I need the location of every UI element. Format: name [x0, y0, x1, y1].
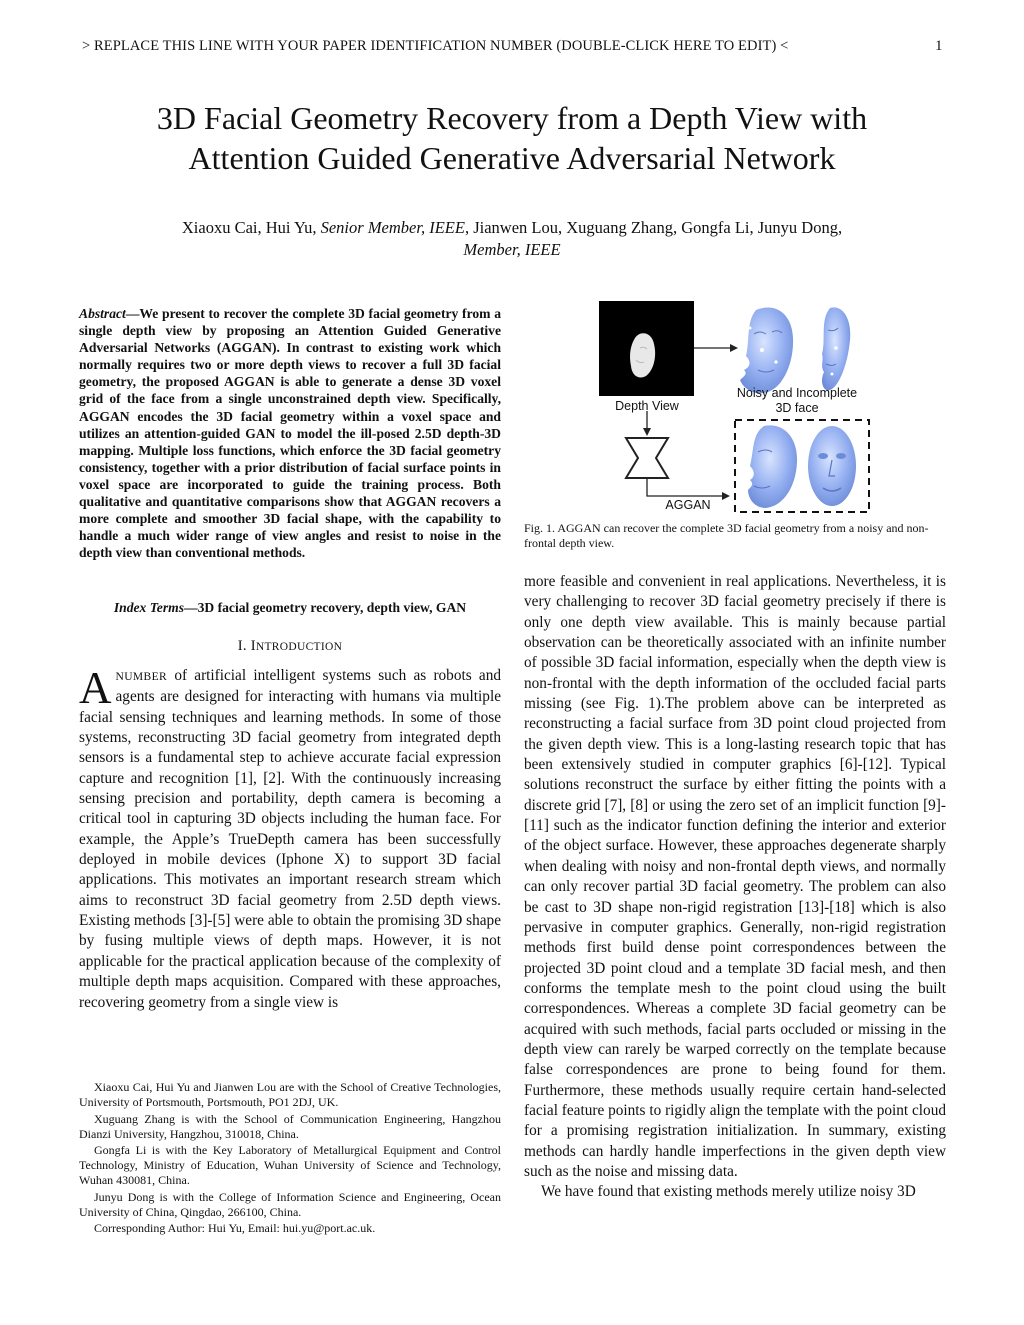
running-header: > REPLACE THIS LINE WITH YOUR PAPER IDENTIFICATION NUMBER (DOUBLE-CLICK HERE TO EDIT) <: [82, 38, 789, 54]
paper-title: [80, 98, 944, 178]
complete-face-front-icon: [808, 426, 856, 506]
authors-names-2: , Jianwen Lou, Xuguang Zhang, Gongfa Li, Junyu Dong,: [464, 218, 843, 237]
figure-1: [540, 300, 940, 515]
title-line-1: 3D Facial Geometry Recovery from a Depth View with: [156, 100, 868, 136]
footnotes: [79, 1080, 501, 1238]
authors-role-1: Senior Member, IEEE: [320, 218, 465, 237]
complete-face-side-icon: [748, 425, 797, 508]
author-list: [80, 217, 944, 261]
footnote: Corresponding Author: Hui Yu, Email: hui.yu@port.ac.uk.: [94, 1221, 376, 1235]
section-rest: NTRODUCTION: [255, 641, 343, 653]
aggan-network-icon: [626, 438, 668, 478]
authors-line-1: [80, 217, 944, 239]
authors-line-2: [80, 239, 944, 261]
index-terms: [79, 600, 501, 616]
footnote: Junyu Dong is with the College of Information Science and Engineering, Ocean University of China, Qingdao, 266100, China.: [79, 1189, 501, 1219]
intro-left-column: [79, 663, 501, 1013]
title-line-2: Attention Guided Generative Adversarial Network: [188, 140, 836, 176]
noisy-face-side-icon: [822, 307, 850, 390]
index-terms-text: —3D facial geometry recovery, depth view, GAN: [183, 600, 467, 615]
abstract-text: —We present to recover the complete 3D facial geometry from a single depth view by proposing an Attention Guided Generative Adversarial Networks (AGGAN). In contrast to existing work which normally requires two or more depth views to recover a full 3D facial geometry, the proposed AGGAN is able to generate a dense 3D voxel grid of the face from a single unconstrained depth view. Specifically, AGGAN encodes the 3D facial geometry within a voxel space and utilizes an attention-guided GAN to model the ill-posed 2.5D depth-3D mapping. Multiple loss functions, which enforce the 3D facial geometry consistency, together with a prior distribution of facial surface points in voxel space are incorporated to guide the training process. Both qualitative and quantitative comparisons show that AGGAN recovers a more complete and smoother 3D facial shape, with the capability to handle a much wider range of view angles and resist to noise in the depth view than conventional methods.: [79, 306, 501, 561]
authors-role-2: Member, IEEE: [463, 240, 561, 259]
section-numeral: I.: [237, 638, 251, 654]
section-first-letter: I: [250, 638, 256, 654]
footnote: Gongfa Li is with the Key Laboratory of Metallurgical Equipment and Control Technology, Ministry of Education, Wuhan University of Science and Technology, Wuhan 430081, China.: [79, 1143, 501, 1187]
intro-right-paragraph-2: We have found that existing methods merely utilize noisy 3D: [541, 1183, 916, 1201]
intro-left-text: of artificial intelligent systems such as robots and agents are designed for interacting with humans via multiple facial sensing techniques and learning methods. In some of those systems, reconstructing 3D facial geometry from integrated depth sensors is a fundamental step to achieve accurate facial expression capture and recognition [1], [2]. With the continuously increasing sensing precision and portability, depth camera is becoming a critical tool in capturing 3D objects including the human face. For example, the Apple’s TrueDepth camera has been successfully deployed in mobile devices (Iphone X) to support 3D facial applications. This motivates an important research stream which aims to reconstruct 3D facial geometry from 2.5D depth views. Existing methods [3]-[5] were able to obtain the promising 3D shape by fusing multiple views of depth maps. However, it is not applicable for the practical application because of the complexity of multiple depth maps acquisition. Compared with these approaches, recovering geometry from a single view is: [79, 667, 501, 1011]
footnote: Xuguang Zhang is with the School of Communication Engineering, Hangzhou Dianzi University, Hangzhou, 310018, China.: [79, 1111, 501, 1141]
figure-diagram: [540, 300, 940, 515]
lead-word: NUMBER: [115, 671, 168, 683]
page-number: 1: [935, 38, 943, 54]
section-heading: [79, 638, 501, 655]
index-terms-label: Index Terms: [113, 600, 184, 615]
drop-cap: A: [79, 663, 112, 713]
intro-right-paragraph: more feasible and convenient in real applications. Nevertheless, it is very challenging to recover 3D facial geometry precisely if there is only one depth view available. This is mainly because partial observation can be theoretically associated with an infinite number of possible 3D facial information, especially when the depth view is non-frontal with the depth information of the occluded facial parts missing (see Fig. 1).The problem above can be interpreted as reconstructing a facial surface from 3D point cloud projected from the given depth view. This is a long-lasting research topic that has been extensively studied in computer graphics [6]-[12]. Typical solutions reconstruct the surface by either fitting the points with a discrete grid [7], [8] or using the zero set of an implicit function [9]-[11] such as the indicator function defining the interior and exterior of the object surface. However, these approaches degenerate sharply when dealing with noisy and non-frontal depth views, and normally can only recover partial 3D facial geometry. The problem can also be cast to 3D shape non-rigid registration [13]-[18] which is also pervasive in computer graphics. Generally, non-rigid registration methods first build dense point correspondences between the projected 3D point cloud and a template 3D facial mesh, and then conforms the template mesh to the point cloud using the built correspondences. Whereas a complete 3D facial geometry can be acquired with such methods, facial parts occluded or missing in the depth view can rarely be warped correctly on the template because false correspondences are prone to being found for them. Furthermore, these methods usually require certain hand-selected facial feature points to rigidly align the template with the point cloud for a promising registration initialization. In summary, existing methods can hardly handle imperfections in the given depth view such as the noise and missing data.: [524, 573, 946, 1180]
figure-caption: Fig. 1. AGGAN can recover the complete 3D facial geometry from a noisy and non-frontal depth view.: [524, 521, 929, 550]
noisy-label-line-2: 3D face: [775, 401, 819, 415]
intro-right-column: [524, 572, 946, 1203]
authors-names-1: Xiaoxu Cai, Hui Yu,: [181, 218, 321, 237]
aggan-label: AGGAN: [665, 498, 711, 512]
depth-view-label: Depth View: [615, 399, 679, 413]
footnote: Xiaoxu Cai, Hui Yu and Jianwen Lou are with the School of Creative Technologies, University of Portsmouth, Portsmouth, PO1 2DJ, UK.: [79, 1080, 501, 1109]
noisy-label-line-1: Noisy and Incomplete: [736, 386, 858, 400]
noisy-face-icon: [740, 308, 793, 394]
abstract-label: Abstract: [79, 306, 126, 321]
arrow-output-icon: [647, 478, 728, 496]
abstract: [79, 305, 501, 561]
